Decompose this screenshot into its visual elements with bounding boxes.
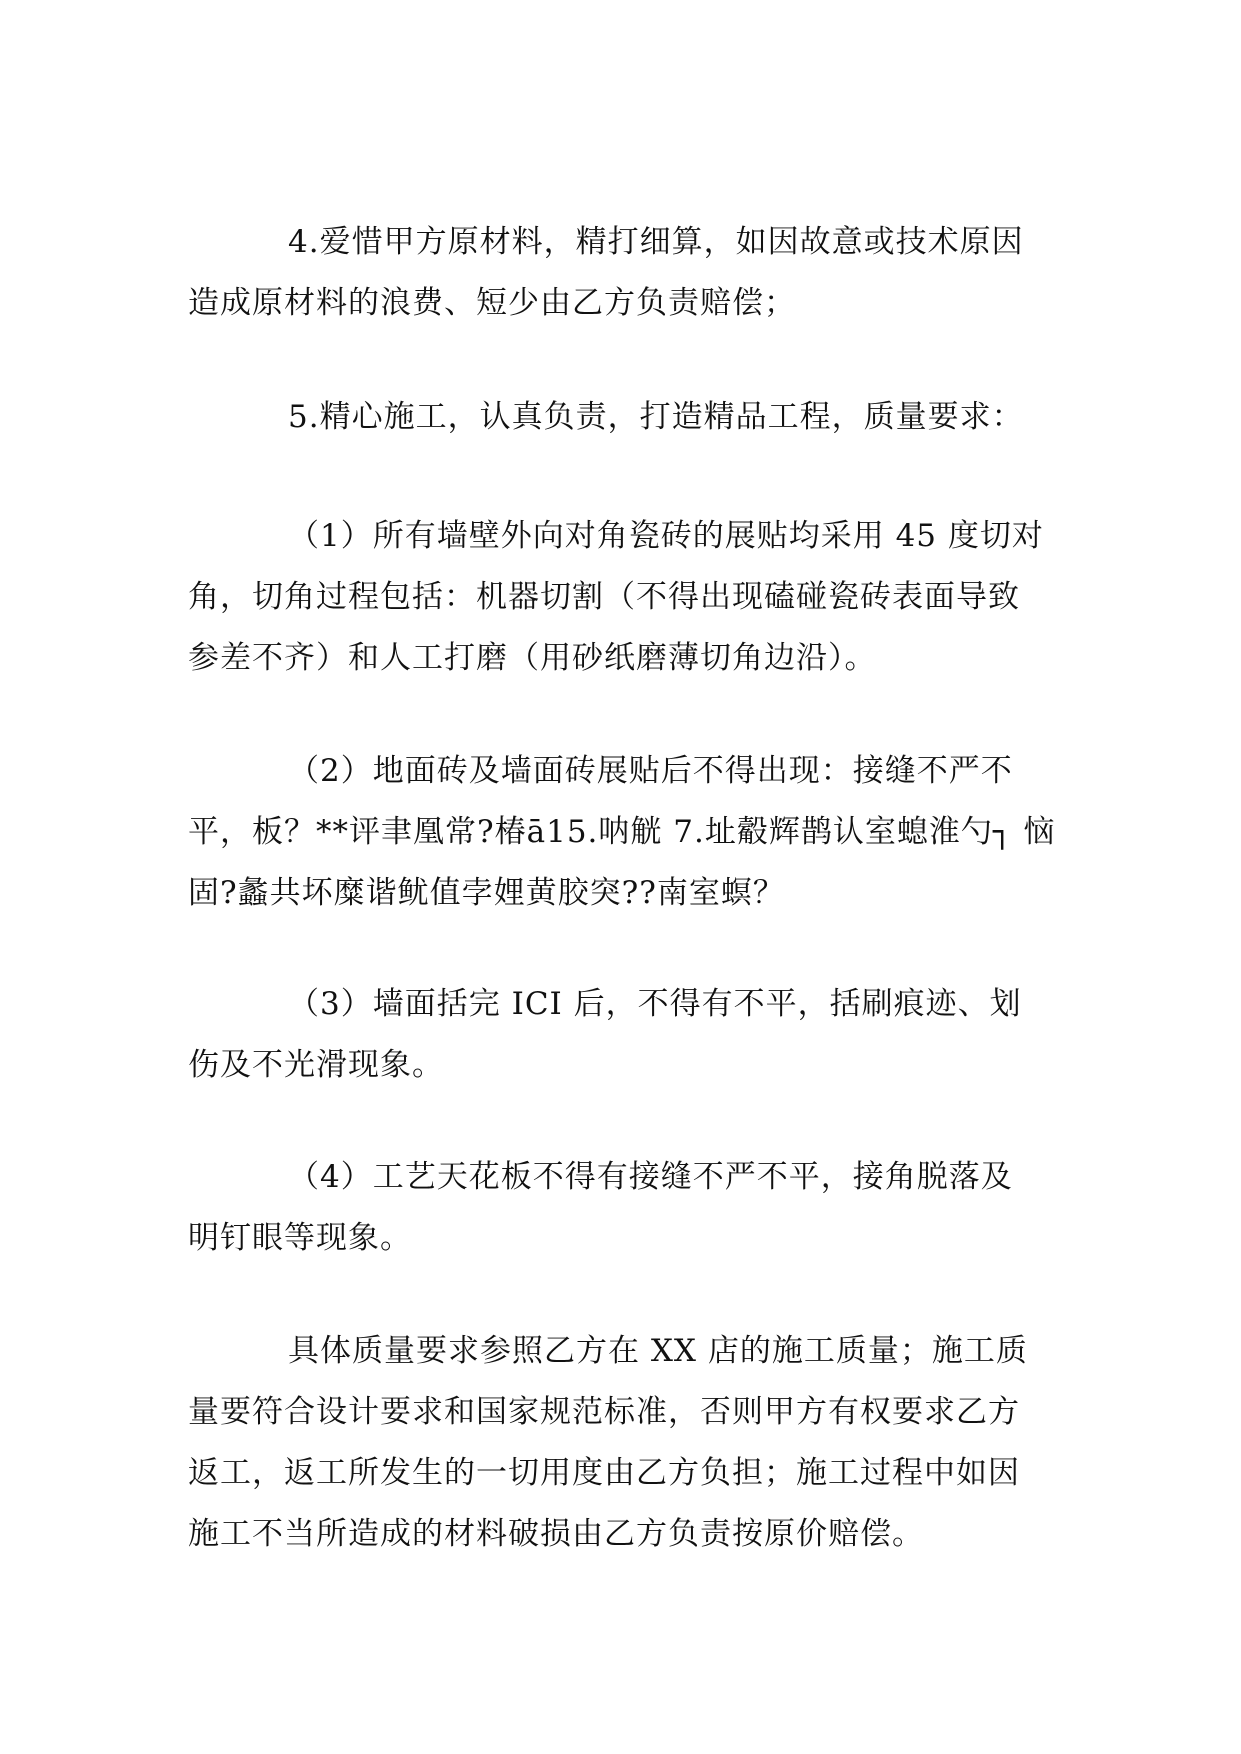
paragraph-line: 平，板？**评聿凰常?椿ā15.呐觥 7.址觳辉鹊认室螅淮勺┐ 恼	[188, 814, 1056, 850]
paragraph-line: 施工不当所造成的材料破损由乙方负责按原价赔偿。	[188, 1516, 924, 1552]
paragraph-line: （1）所有墙壁外向对角瓷砖的展贴均采用 45 度切对	[288, 518, 1044, 554]
paragraph-requirement-3	[188, 974, 1054, 1096]
paragraph-requirement-2	[188, 741, 1054, 924]
paragraph-requirement-4	[188, 1147, 1054, 1269]
paragraph-line: 固?蠡共坏糜谐鱿值孛娌黄胶突??南室螟？	[188, 875, 785, 911]
paragraph-line: 5.精心施工，认真负责，打造精品工程，质量要求：	[288, 399, 1024, 435]
paragraph-line: （3）墙面括完 ICI 后，不得有不平，括刷痕迹、划	[288, 986, 1022, 1022]
paragraph-line: 角，切角过程包括：机器切割（不得出现磕碰瓷砖表面导致	[188, 579, 1020, 615]
paragraph-quality-summary	[188, 1321, 1054, 1565]
paragraph-line: 量要符合设计要求和国家规范标准，否则甲方有权要求乙方	[188, 1394, 1020, 1430]
paragraph-item-5	[188, 387, 1054, 448]
paragraph-line: （4）工艺天花板不得有接缝不严不平，接角脱落及	[288, 1159, 1013, 1195]
paragraph-line: 参差不齐）和人工打磨（用砂纸磨薄切角边沿）。	[188, 640, 877, 676]
paragraph-line: 具体质量要求参照乙方在 XX 店的施工质量；施工质	[288, 1333, 1028, 1369]
paragraph-line: 明钉眼等现象。	[188, 1220, 412, 1256]
paragraph-line: 伤及不光滑现象。	[188, 1047, 444, 1083]
paragraph-requirement-1	[188, 506, 1054, 689]
paragraph-line: 4.爱惜甲方原材料，精打细算，如因故意或技术原因	[288, 224, 1024, 260]
paragraph-line: 返工，返工所发生的一切用度由乙方负担；施工过程中如因	[188, 1455, 1020, 1491]
paragraph-item-4	[188, 212, 1054, 334]
paragraph-line: 造成原材料的浪费、短少由乙方负责赔偿；	[188, 285, 796, 321]
paragraph-line: （2）地面砖及墙面砖展贴后不得出现：接缝不严不	[288, 753, 1013, 789]
